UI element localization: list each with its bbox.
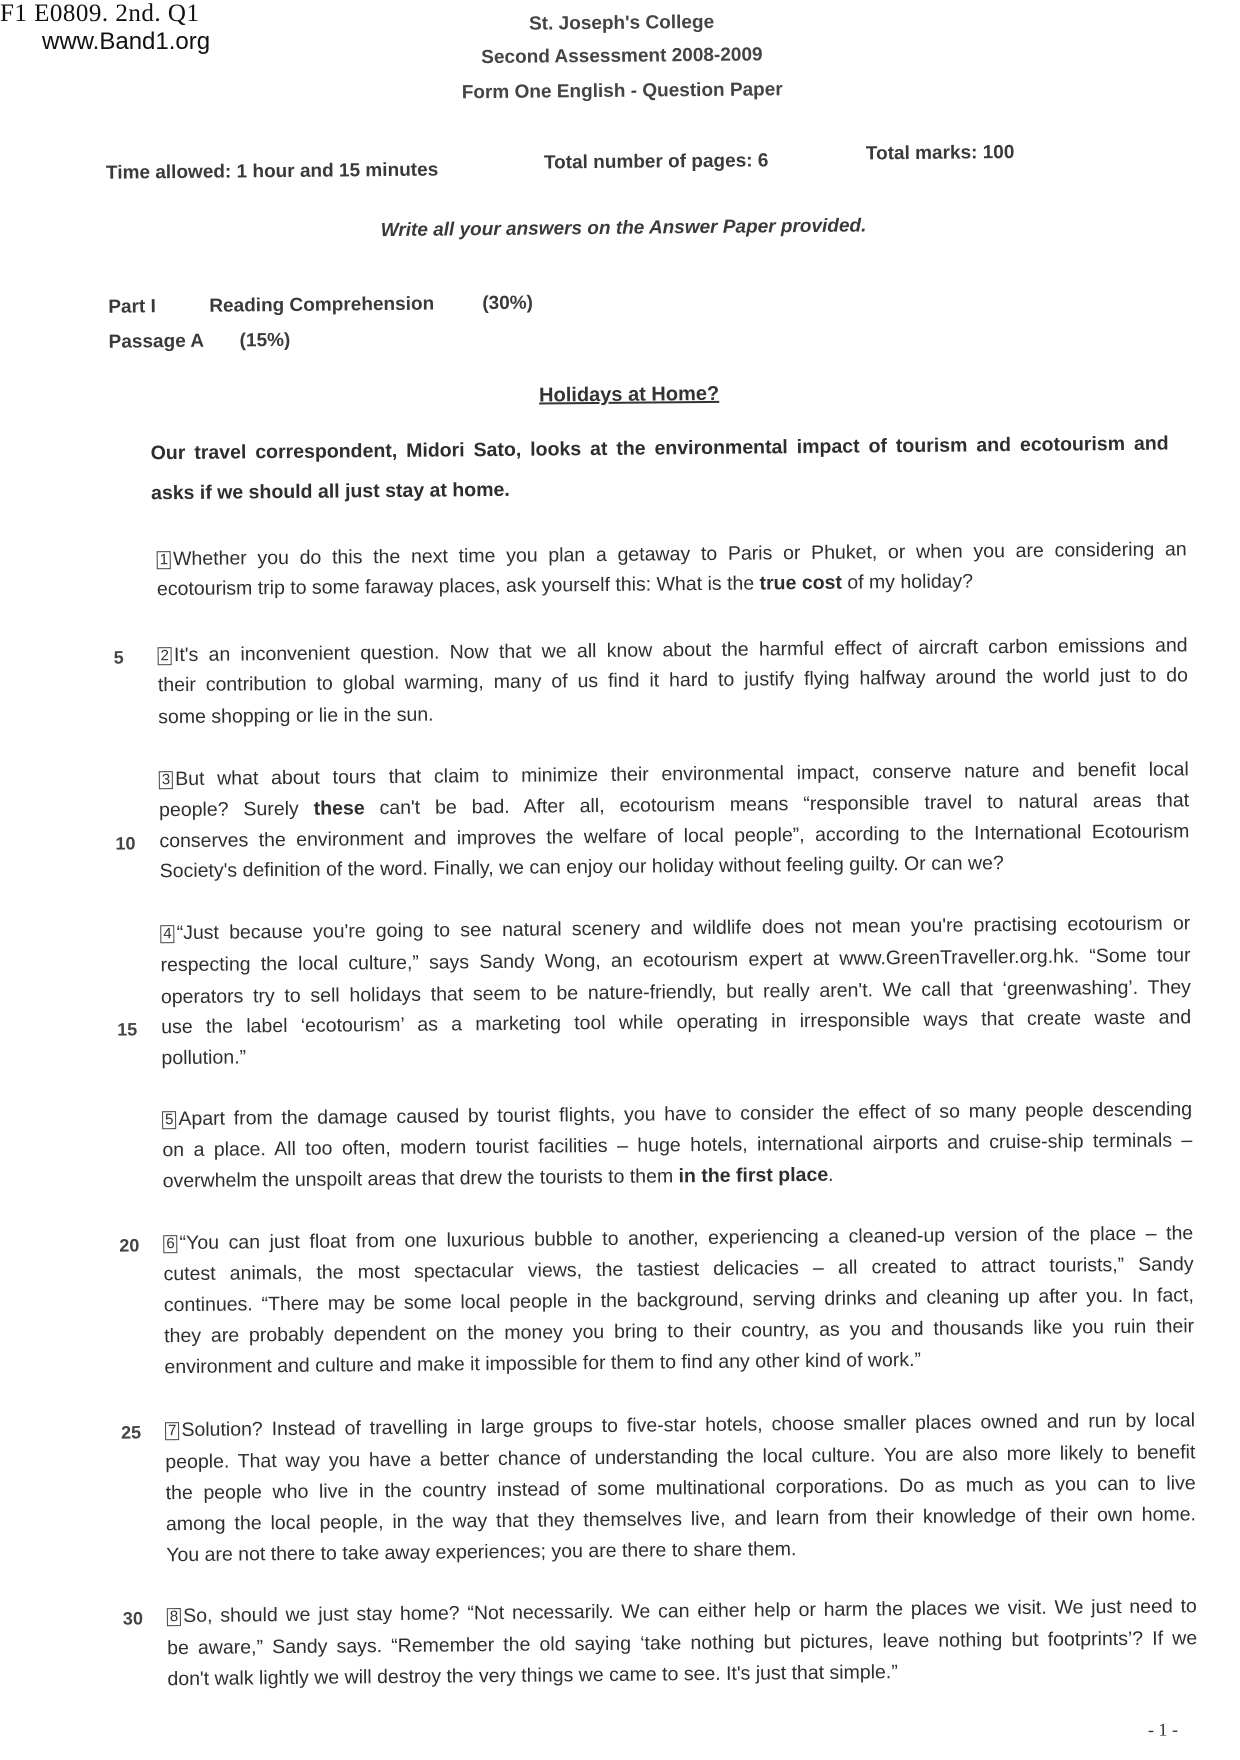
text-segment: But what about tours that claim to minimize their environmental impact, conserve nature and benefit local xyxy=(175,758,1189,791)
text-segment: “You can just float from one luxurious bubble to another, experiencing a cleaned-up version of the place – the xyxy=(179,1222,1194,1255)
total-pages: Total number of pages: 6 xyxy=(543,150,769,174)
passage-line xyxy=(158,664,1188,697)
line-number: 5 xyxy=(113,647,124,668)
text-segment: . xyxy=(828,1163,834,1186)
paragraph-number-box: 1 xyxy=(157,551,172,569)
passage-line xyxy=(165,1409,1195,1442)
line-number: 20 xyxy=(119,1235,140,1256)
paragraph-number-box: 5 xyxy=(162,1111,177,1129)
text-segment: continues. “There may be some local people in the background, serving drinks and cleaning up after you. In fact, xyxy=(163,1284,1194,1317)
text-segment: Solution? Instead of travelling in large groups to five-star hotels, choose smaller places owned and run by local xyxy=(181,1409,1196,1442)
text-segment: overwhelm the unspoilt areas that drew the tourists to them xyxy=(162,1165,679,1193)
passage-line xyxy=(163,1222,1193,1255)
text-segment: can't be bad. After all, ecotourism means “responsible travel to natural areas that xyxy=(364,789,1190,820)
passage-line xyxy=(165,1441,1195,1474)
text-segment: people. That way you have a better chance of understanding the local culture. You are also more likely to benefit xyxy=(165,1441,1196,1474)
paragraph-number-box: 2 xyxy=(158,647,173,665)
text-segment: their contribution to global warming, many of us find it hard to justify flying halfway around the world just to do xyxy=(157,664,1188,697)
passage-line xyxy=(159,820,1189,853)
paper-title: Form One English - Question Paper xyxy=(461,79,783,104)
text-segment: Society's definition of the word. Finally, we can enjoy our holiday without feeling guilty. Or can we? xyxy=(159,852,1004,883)
text-segment: cutest animals, the most spectacular views, the tastiest delicacies – all created to attract tourists,” Sandy xyxy=(163,1253,1194,1286)
passage-line xyxy=(160,850,1190,883)
passage-line xyxy=(157,568,1187,601)
school-name: St. Joseph's College xyxy=(528,11,715,35)
text-segment: ecotourism trip to some faraway places, ask yourself this: What is the xyxy=(156,572,760,601)
passage-line xyxy=(162,1098,1192,1131)
passage-line xyxy=(161,944,1191,977)
text-segment: pollution.” xyxy=(161,1046,247,1070)
passage-line xyxy=(167,1627,1197,1660)
passage-line xyxy=(159,758,1189,791)
paragraph-number-box: 3 xyxy=(159,771,174,789)
instruction: Write all your answers on the Answer Paper provided. xyxy=(380,215,867,242)
passage-line xyxy=(160,912,1190,945)
passage-line xyxy=(163,1160,1193,1193)
line-number: 15 xyxy=(117,1019,138,1040)
emphasized-text: true cost xyxy=(759,571,843,595)
text-segment: the people who live in the country instead of some multinational corporations. Do as much as you can to live xyxy=(165,1472,1196,1505)
text-segment: people? Surely xyxy=(159,797,314,822)
text-segment: environment and culture and make it impossible for them to find any other kind of work.” xyxy=(164,1348,922,1379)
text-segment: be aware,” Sandy says. “Remember the old saying ‘take nothing but pictures, leave nothing but footprints’? If we xyxy=(167,1627,1198,1660)
passage-percent: (15%) xyxy=(239,329,291,352)
passage-line xyxy=(163,1253,1193,1286)
passage-line xyxy=(158,634,1188,667)
text-segment: on a place. All too often, modern tourist facilities – huge hotels, international airports and cruise-ship terminals – xyxy=(162,1129,1193,1162)
passage-line xyxy=(158,696,1188,729)
passage-line xyxy=(164,1284,1194,1317)
document-code-stamp: F1 E0809. 2nd. Q1 xyxy=(0,0,200,27)
time-allowed: Time allowed: 1 hour and 15 minutes xyxy=(105,159,439,184)
watermark-site: www.Band1.org xyxy=(42,28,211,55)
text-segment: Whether you do this the next time you plan a getaway to Paris or Phuket, or when you are considering an xyxy=(172,538,1187,571)
paragraph-number-box: 8 xyxy=(167,1608,182,1626)
intro-line: asks if we should all just stay at home. xyxy=(150,478,510,505)
passage-line xyxy=(157,538,1187,571)
passage-line xyxy=(161,1037,1191,1070)
emphasized-text: these xyxy=(313,797,365,820)
part-label: Part I xyxy=(108,296,156,318)
text-segment: “Just because you're going to see natural scenery and wildlife does not mean you're practising ecotourism or xyxy=(176,912,1191,945)
text-segment: operators try to sell holidays that seem to be nature-friendly, but really aren't. We call that ‘greenwashing’. They xyxy=(160,976,1191,1009)
passage-line xyxy=(166,1503,1196,1536)
text-segment: use the label ‘ecotourism’ as a marketing tool while operating in irresponsible ways that create waste and xyxy=(161,1006,1192,1039)
text-segment: some shopping or lie in the sun. xyxy=(158,703,434,729)
text-segment: they are probably dependent on the money you bring to their country, as you and thousands like you ruin their xyxy=(164,1315,1195,1348)
passage-line xyxy=(166,1472,1196,1505)
text-segment: don't walk lightly we will destroy the very things we came to see. It's just that simple.” xyxy=(167,1661,898,1691)
line-number: 30 xyxy=(122,1608,144,1629)
paragraph-number-box: 7 xyxy=(165,1422,180,1440)
passage-title: Holidays at Home? xyxy=(539,382,720,407)
line-number: 10 xyxy=(115,833,136,854)
passage-line xyxy=(167,1595,1197,1628)
passage-line xyxy=(164,1315,1194,1348)
line-number: 25 xyxy=(120,1422,142,1443)
paragraph-number-box: 4 xyxy=(160,925,175,943)
passage-line xyxy=(161,976,1191,1009)
text-segment: among the local people, in the way that they themselves live, and learn from their knowledge of their own home. xyxy=(165,1503,1197,1536)
paragraph-number-box: 6 xyxy=(163,1235,178,1253)
passage-label: Passage A xyxy=(108,330,205,353)
part-name: Reading Comprehension xyxy=(209,293,435,317)
assessment-title: Second Assessment 2008-2009 xyxy=(481,44,763,69)
passage-line xyxy=(166,1534,1196,1567)
emphasized-text: in the first place xyxy=(678,1163,829,1188)
passage-line xyxy=(164,1346,1194,1379)
text-segment: It's an inconvenient question. Now that we all know about the harmful effect of aircraft carbon emissions and xyxy=(173,634,1188,667)
text-segment: Apart from the damage caused by tourist flights, you have to consider the effect of so many people descending xyxy=(178,1098,1193,1131)
passage-line xyxy=(167,1658,1197,1691)
text-segment: respecting the local culture,” says Sandy Wong, an ecotourism expert at www.GreenTraveller.org.hk. “Some tour xyxy=(160,944,1191,977)
text-segment: conserves the environment and improves the welfare of local people”, according to the International Ecotourism xyxy=(159,820,1190,853)
text-segment: You are not there to take away experiences; you are there to share them. xyxy=(166,1538,797,1567)
total-marks: Total marks: 100 xyxy=(865,141,1015,165)
part-percent: (30%) xyxy=(482,292,534,315)
passage-line xyxy=(159,789,1189,822)
page-number: - 1 - xyxy=(1147,1719,1179,1740)
intro-line: Our travel correspondent, Midori Sato, looks at the environmental impact of tourism and ecotourism and xyxy=(150,432,1169,465)
passage-line xyxy=(162,1129,1192,1162)
text-segment: So, should we just stay home? “Not necessarily. We can either help or harm the places we visit. We just need to xyxy=(183,1595,1197,1628)
passage-line xyxy=(161,1006,1191,1039)
text-segment: of my holiday? xyxy=(841,570,974,594)
